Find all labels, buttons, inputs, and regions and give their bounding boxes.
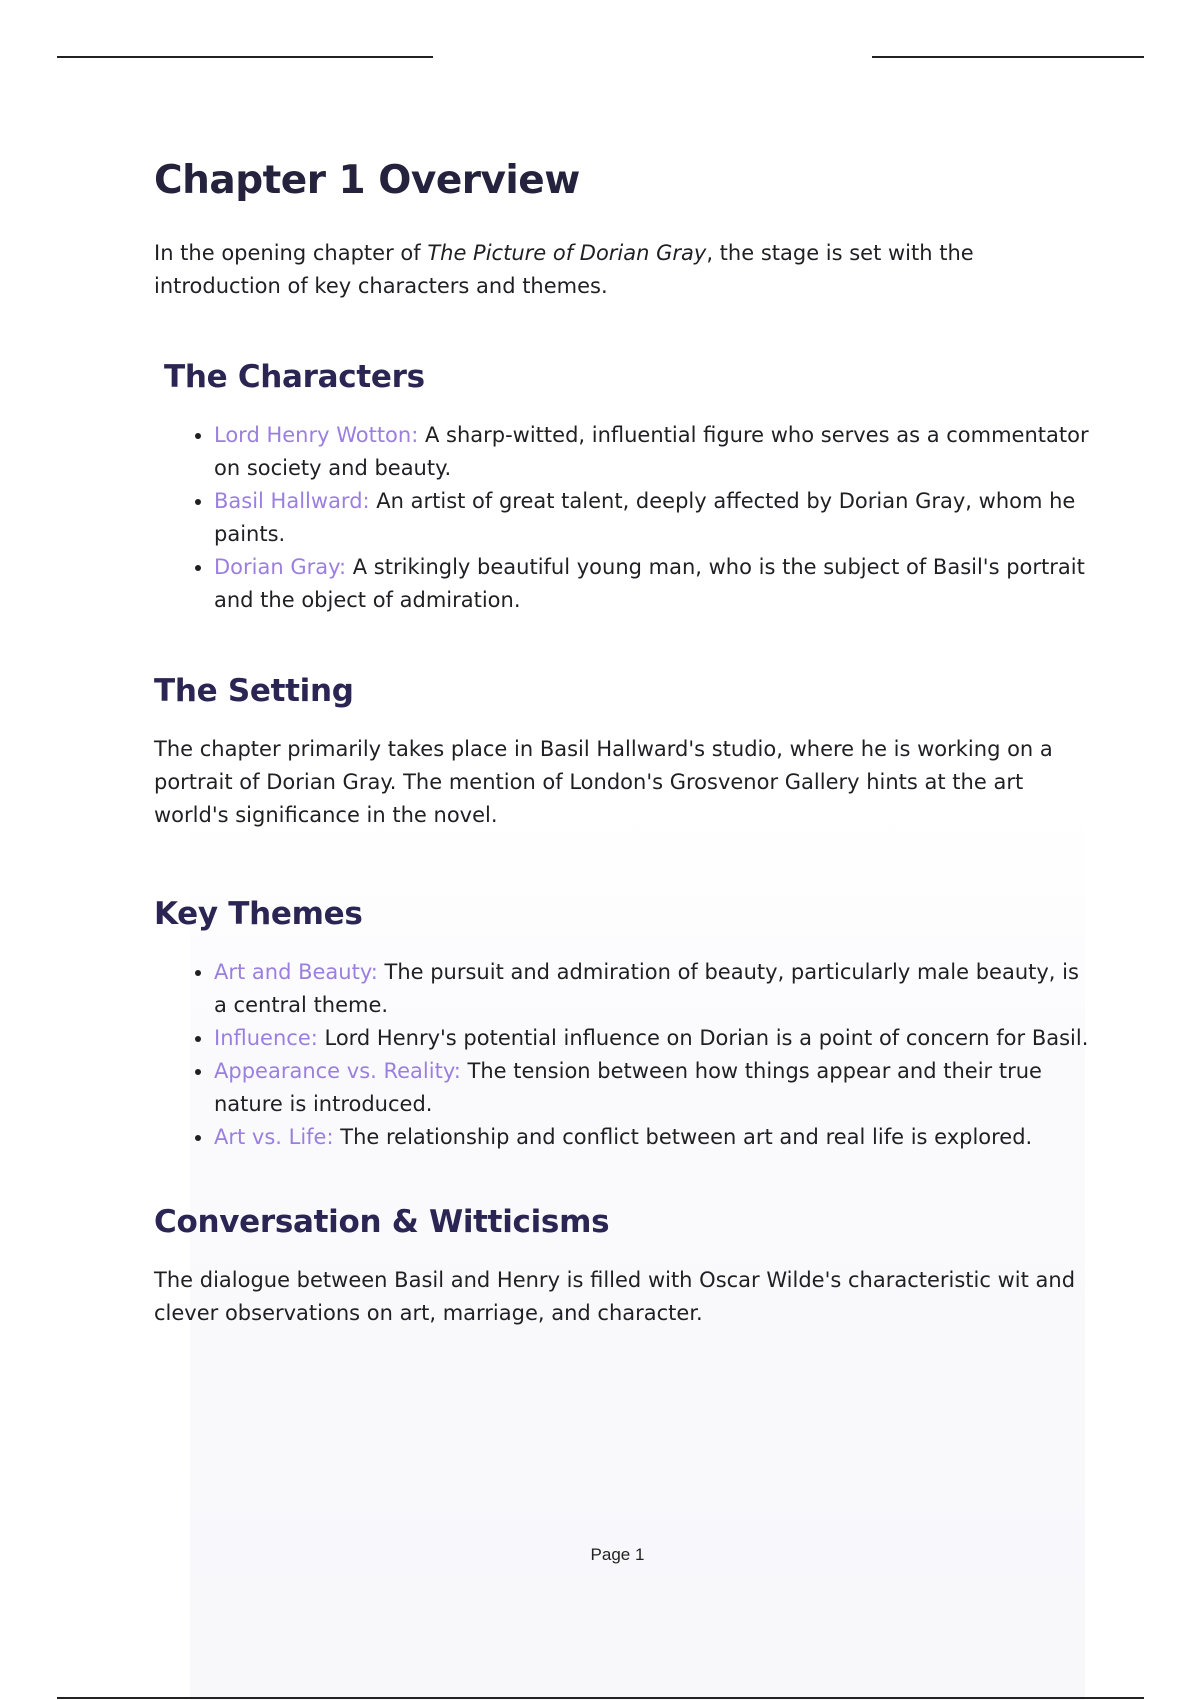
list-item-term: Art vs. Life: xyxy=(214,1125,334,1149)
list-item-term: Lord Henry Wotton: xyxy=(214,423,419,447)
characters-section xyxy=(154,359,1089,617)
list-item-text: The pursuit and admiration of beauty, particularly male beauty, is a central theme. xyxy=(214,960,1079,1017)
intro-text-before: In the opening chapter of xyxy=(154,241,428,265)
setting-section xyxy=(154,673,1089,832)
themes-section xyxy=(154,896,1089,1154)
list-item-text: The relationship and conflict between art and real life is explored. xyxy=(333,1125,1033,1149)
list-item xyxy=(214,551,1089,617)
list-item-text: A strikingly beautiful young man, who is the subject of Basil's portrait and the object of admiration. xyxy=(214,555,1085,612)
list-item-text: A sharp-witted, influential figure who serves as a commentator on society and beauty. xyxy=(214,423,1089,480)
list-item xyxy=(214,956,1089,1022)
list-item-term: Basil Hallward: xyxy=(214,489,370,513)
header-rule-left xyxy=(57,56,433,58)
conversation-section xyxy=(154,1204,1089,1330)
list-item xyxy=(214,1022,1089,1055)
list-item-term: Appearance vs. Reality: xyxy=(214,1059,461,1083)
list-item-text: Lord Henry's potential influence on Dorian is a point of concern for Basil. xyxy=(317,1026,1089,1050)
list-item xyxy=(214,485,1089,551)
setting-paragraph: The chapter primarily takes place in Basil Hallward's studio, where he is working on a portrait of Dorian Gray. The mention of London's Grosvenor Gallery hints at the art world's significance in the novel. xyxy=(154,737,1053,827)
characters-heading: The Characters xyxy=(164,359,425,395)
list-item-text: The tension between how things appear and their true nature is introduced. xyxy=(214,1059,1042,1116)
themes-heading: Key Themes xyxy=(154,896,363,932)
list-item xyxy=(214,1055,1089,1121)
conversation-heading: Conversation & Witticisms xyxy=(154,1204,610,1240)
list-item xyxy=(214,1121,1089,1154)
list-item-term: Influence: xyxy=(214,1026,318,1050)
list-item-term: Dorian Gray: xyxy=(214,555,347,579)
document-body xyxy=(154,150,1089,1386)
themes-list xyxy=(154,956,1089,1154)
setting-heading: The Setting xyxy=(154,673,354,709)
list-item-term: Art and Beauty: xyxy=(214,960,378,984)
page-title: Chapter 1 Overview xyxy=(154,158,580,203)
intro-paragraph xyxy=(154,237,1089,303)
footer-rule xyxy=(57,1697,1144,1699)
characters-list xyxy=(154,419,1089,617)
list-item-text: An artist of great talent, deeply affected by Dorian Gray, whom he paints. xyxy=(214,489,1076,546)
intro-text-after: , the stage is set with the introduction of key characters and themes. xyxy=(154,241,974,298)
list-item xyxy=(214,419,1089,485)
page-number: Page 1 xyxy=(590,1545,645,1564)
book-title: The Picture of Dorian Gray xyxy=(427,241,707,265)
conversation-paragraph: The dialogue between Basil and Henry is filled with Oscar Wilde's characteristic wit and clever observations on art, marriage, and character. xyxy=(154,1268,1076,1325)
header-rule-right xyxy=(872,56,1144,58)
